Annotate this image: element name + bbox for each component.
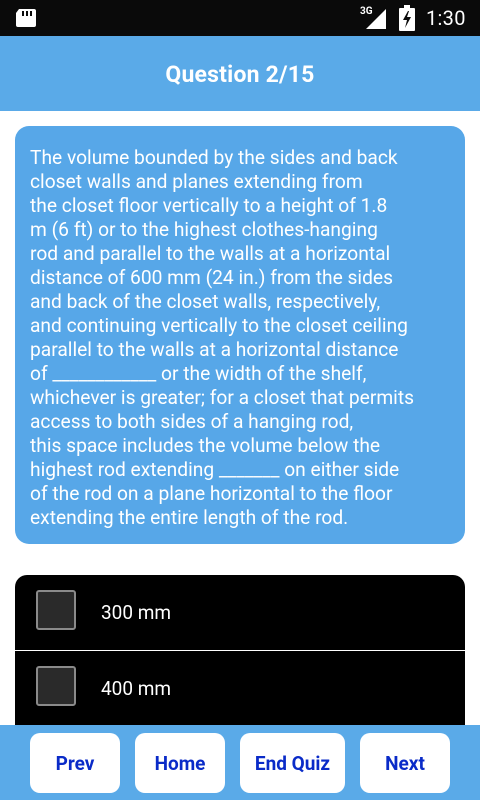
option-300mm[interactable] [15, 575, 465, 651]
next-button[interactable]: Next [360, 733, 450, 793]
signal-icon [366, 7, 386, 29]
option-400mm[interactable] [15, 651, 465, 726]
battery-charging-icon [399, 5, 415, 31]
option-label: 300 mm [101, 601, 172, 624]
option-checkbox[interactable] [36, 590, 76, 630]
status-bar [0, 0, 480, 36]
question-text: The volume bounded by the sides and back closet walls and planes extending from the closet floor vertically to a height of 1.8 m (6 ft) or to the highest clothes-hanging rod and parallel to the walls at a horizontal distance of 600 mm (24 in.) from the sides and back of the closet walls, respectively, and continuing vertically to the closet ceiling parallel to the walls at a horizontal distance of ____________ or the width of the shelf, whichever is greater; for a closet that permits access to both sides of a hanging rod, this space includes the volume below the highest rod extending _______ on either side of the rod on a plane horizontal to the floor extending the entire length of the rod. [30, 146, 415, 529]
options-list [15, 575, 465, 735]
option-label: 400 mm [101, 677, 172, 700]
sd-card-icon [14, 8, 38, 28]
home-button[interactable]: Home [135, 733, 225, 793]
question-card [15, 126, 465, 544]
clock-time: 1:30 [426, 6, 466, 30]
end-quiz-button[interactable]: End Quiz [240, 733, 345, 793]
network-type-label: 3G [360, 6, 373, 17]
page-title: Question 2/15 [165, 61, 315, 88]
prev-button[interactable]: Prev [30, 733, 120, 793]
header-bar [0, 36, 480, 111]
bottom-nav [0, 725, 480, 800]
option-checkbox[interactable] [36, 666, 76, 706]
